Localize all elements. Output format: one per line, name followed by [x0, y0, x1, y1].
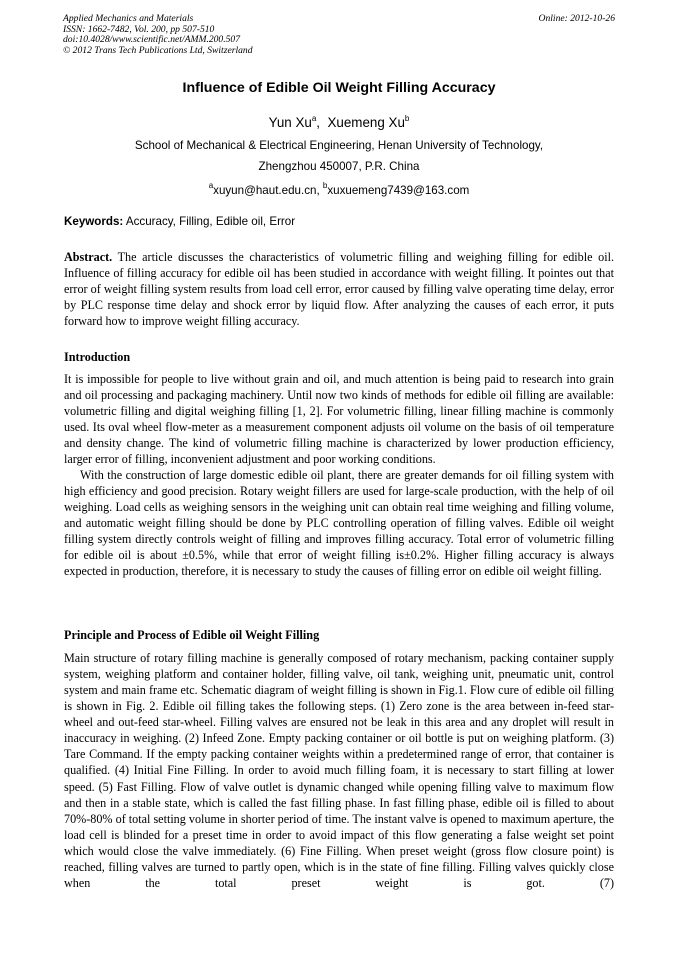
abstract-label: Abstract. [64, 250, 113, 264]
author-line: Yun Xu$^a$, Xuemeng Xu$^b$ [268, 114, 410, 130]
issn-line: ISSN: 1662-7482, Vol. 200, pp 507-510 [63, 23, 215, 35]
online-date: Online: 2012-10-26 [538, 13, 615, 24]
author-superscript: a [311, 114, 317, 123]
paragraph: It is impossible for people to live without grain and oil, and much attention is being paid to research into grain and oil processing and packaging machinery. Until now two kinds of methods for edible oil filling are available: volumetric filling and digital weighing filling [1, 2]. For volumetric filling, linear filling machine is commonly used. Its oval wheel flow-meter as a measurement component adjusts oil volume on the basis of oil temperature and density change. The kind of volumetric filling machine is characterized by lower production efficiency, larger error of filling, inconvenient adjustment and poor working conditions. [64, 372, 614, 467]
keywords-text: Accuracy, Filling, Edible oil, Error [123, 215, 296, 228]
abstract [64, 249, 614, 329]
section-heading: Introduction [64, 350, 131, 364]
author-superscript: b [404, 114, 410, 123]
doi-line: doi:10.4028/www.scientific.net/AMM.200.507 [63, 34, 241, 46]
copyright-line: © 2012 Trans Tech Publications Ltd, Switzerland [63, 44, 253, 56]
abstract-text: The article discusses the characteristics of volumetric filling and weighing filling for edible oil. Influence of filling accuracy for edible oil has been studied in accordance with weight filling. It pointes out that error of weight filling system results from load cell error, error caused by filling valve operating time delay, error by PLC response time delay and shock error by liquid flow. After analyzing the causes of each error, it puts forward how to improve weight filling accuracy. [64, 250, 614, 329]
author-name: Yun Xu [268, 115, 312, 130]
paragraph [64, 467, 614, 579]
email-superscript: b [322, 181, 328, 190]
affiliation-line: School of Mechanical & Electrical Engineering, Henan University of Technology, [134, 139, 544, 152]
email-superscript: a [208, 181, 214, 190]
journal-header [63, 14, 253, 56]
author-emails [0, 181, 678, 197]
keywords-label: Keywords: [64, 215, 124, 228]
keywords [64, 215, 295, 228]
email-link[interactable]: xuyun@haut.edu.cn, [213, 184, 323, 197]
author-name: Xuemeng Xu [327, 115, 405, 130]
paragraph: Main structure of rotary filling machine is generally composed of rotary mechanism, packing container supply system, weighing platform and container holder, filling valve, oil tank, weighing unit, pneumatic unit, control system and main frame etc. Schematic diagram of weight filling is shown in Fig.1. Flow cure of edible oil filling is shown in Fig. 2. Edible oil filling takes the following steps. (1) Zero zone is the area between in-feed star-wheel and out-feed star-wheel. Filling valves are ensured not be leak in this area and any droplet will result in inaccuracy in weighing. (2) Infeed Zone. Empty packing container or oil bottle is put on weighing platform. (3) Tare Command. If the empty packing container weights within a predetermined range of error, that container is qualified. (4) Initial Fine Filling. In order to avoid much filling foam, it is necessary to start filling at lower speed. (5) Fast Filling. Flow of valve outlet is dynamic changed while opening filling valve to maximum flow and then in a stable state, which is called the fast filling phase. In fast filling phase, edible oil is filled to about 70%-80% of total setting volume in shorter period of time. The instant valve is opened to maximum aperture, the load cell is blinded for a preset time in order to avoid impact of this flow generating a false weight set point which would close the valve immediately. (6) Fine Filling. When preset weight (gross flow closure point) is reached, filling valves are turned to partly open, which is in the state of fine filling. Filling valves quickly close when the total preset weight is got. (7) [64, 651, 614, 890]
section-heading: Principle and Process of Edible oil Weight Filling [64, 628, 320, 642]
email-link[interactable]: xuxuemeng7439@163.com [327, 184, 470, 197]
journal-name: Applied Mechanics and Materials [63, 13, 194, 24]
paper-title: Influence of Edible Oil Weight Filling Accuracy [182, 80, 496, 96]
affiliation-line: Zhengzhou 450007, P.R. China [258, 160, 420, 173]
paragraph-text: With the construction of large domestic edible oil plant, there are greater demands for oil filling system with high efficiency and good precision. Rotary weight fillers are used for large-scale production, with the help of oil weighing. Load cells as weighing sensors in the weighing unit can obtain real time weighing and filling volume, and automatic weight filling should be done by PLC controlling operation of filling valves. Edible oil weight filling system directly controls weight of filling and improves filling accuracy. Total error of volumetric filling for edible oil is about ±0.5%, while that error of weight filling is±0.2%. Higher filling accuracy is always expected in production, therefore, it is necessary to study the causes of filling error on edible oil weight filling. [64, 468, 614, 579]
